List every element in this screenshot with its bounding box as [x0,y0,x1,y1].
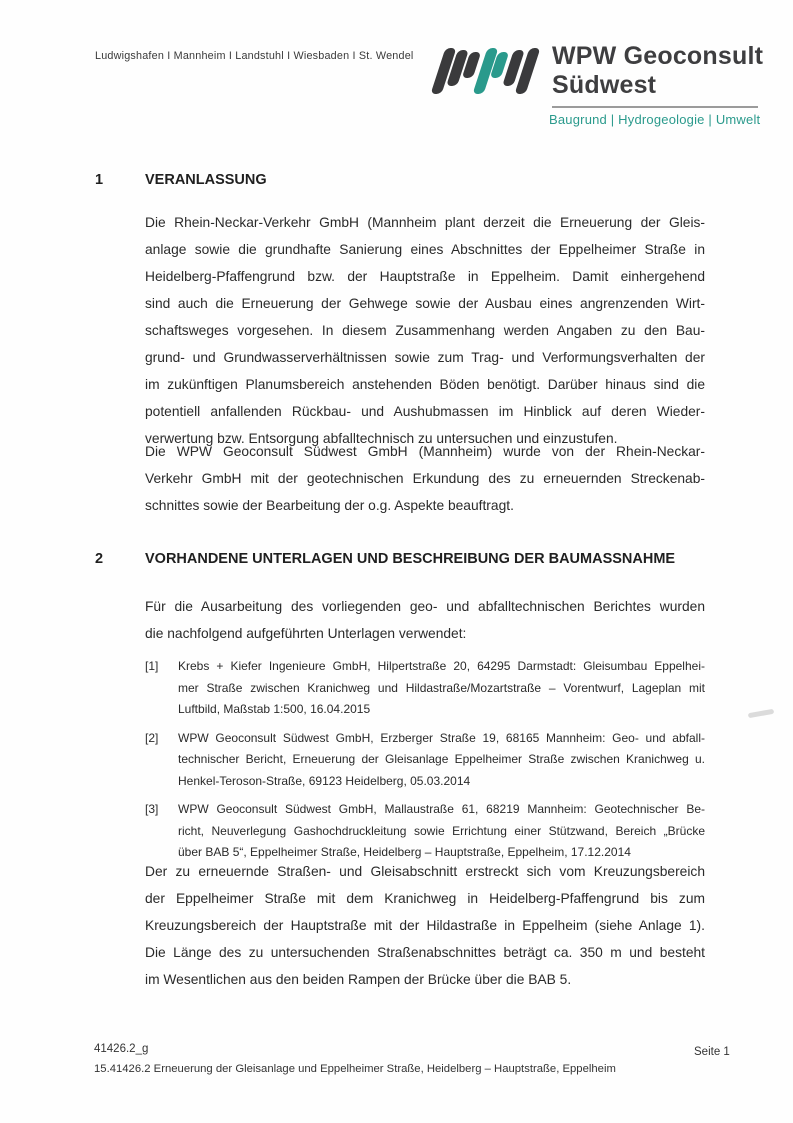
text-line: Der zu erneuernde Straßen- und Gleisabschnitt erstreckt sich vom Kreuzungsbereich [145,864,705,879]
footer-project-title-line: 15.41426.2 Erneuerung der Gleisanlage und Eppelheimer Straße, Heidelberg – Hauptstraße, Eppelheim [94,1063,616,1075]
reference-marker-1: [1] [145,659,159,673]
section-1-title: VERANLASSUNG [145,172,267,188]
text-line: technischer Bericht, Erneuerung der Gleisanlage Eppelheimer Straße zwischen Kranichweg u. [178,752,705,766]
logo-name-line1: WPW Geoconsult [552,42,764,70]
text-line: anlage sowie die grundhafte Sanierung eines Abschnittes der Eppelheimer Straße in [145,242,705,257]
logo-tagline: Baugrund | Hydrogeologie | Umwelt [549,112,761,127]
text-line: Kreuzungsbereich der Hauptstraße mit der Hildastraße in Eppelheim (siehe Anlage 1). [145,918,705,933]
wpw-logo-mark-icon [438,48,533,94]
reference-item-2 [145,728,705,793]
text-line: schnittes sowie der Bearbeitung der o.g. Aspekte beauftragt. [145,498,514,513]
logo-divider-rule [552,106,758,108]
text-line: verwertung bzw. Entsorgung abfalltechnisch zu untersuchen und einzustufen. [145,431,618,446]
text-line: die nachfolgend aufgeführten Unterlagen verwendet: [145,626,467,641]
text-line: Luftbild, Maßstab 1:500, 16.04.2015 [178,702,371,716]
text-line: schaftsweges vorgesehen. In diesem Zusammenhang werden Angaben zu den Bau- [145,323,705,338]
scan-smudge-artifact [748,709,774,718]
reference-item-3 [145,799,705,864]
text-line: Für die Ausarbeitung des vorliegenden geo- und abfalltechnischen Berichtes wurden [145,599,705,614]
section-1-paragraph-2 [145,438,705,519]
section-2-number: 2 [95,551,104,567]
section-2-title: VORHANDENE UNTERLAGEN UND BESCHREIBUNG DER BAUMASSNAHME [145,551,676,567]
logo-name-line2: Südwest [552,71,657,99]
company-locations-line: Ludwigshafen I Mannheim I Landstuhl I Wiesbaden I St. Wendel [95,50,414,62]
text-line: sind auch die Erneuerung der Gehwege sowie der Ausbau eines angrenzenden Wirt- [145,296,705,311]
text-line: Henkel-Teroson-Straße, 69123 Heidelberg, 05.03.2014 [178,773,471,788]
text-line: Die Rhein-Neckar-Verkehr GmbH (Mannheim plant derzeit die Erneuerung der Gleis- [145,215,705,230]
reference-list [145,656,705,871]
reference-item-1 [145,656,705,721]
text-line: Krebs + Kiefer Ingenieure GmbH, Hilpertstraße 20, 64295 Darmstadt: Gleisumbau Eppelhei- [178,659,705,673]
text-line: über BAB 5“, Eppelheimer Straße, Heidelberg – Hauptstraße, Eppelheim, 17.12.2014 [178,845,631,859]
logo-company-name [552,42,763,100]
text-line: WPW Geoconsult Südwest GmbH, Mallaustraße 61, 68219 Mannheim: Geotechnischer Be- [178,802,705,816]
text-line: Verkehr GmbH mit der geotechnischen Erkundung des zu erneuernden Streckenab- [145,471,705,486]
footer-page-number: Seite 1 [694,1046,730,1058]
footer-project-code: 41426.2_g [94,1043,149,1055]
text-line: grund- und Grundwasserverhältnissen sowie zum Trag- und Verformungsverhalten der [145,350,705,365]
reference-text-3 [178,799,705,864]
reference-marker-3: [3] [145,802,159,816]
text-line: mer Straße zwischen Kranichweg und Hildastraße/Mozartstraße – Vorentwurf, Lageplan mit [178,680,705,695]
section-1-number: 1 [95,172,104,188]
text-line: im Wesentlichen aus den beiden Rampen der Brücke über die BAB 5. [145,972,572,987]
section-2-closing-paragraph [145,858,705,993]
reference-text-2 [178,728,705,793]
text-line: WPW Geoconsult Südwest GmbH, Erzberger Straße 19, 68165 Mannheim: Geo- und abfall- [178,730,705,745]
text-line: richt, Neuverlegung Gashochdruckleitung sowie Errichtung einer Stützwand, Bereich „Brücke [178,823,705,838]
text-line: Heidelberg-Pfaffengrund bzw. der Hauptstraße in Eppelheim. Damit einhergehend [145,269,705,284]
section-1-paragraph-1 [145,209,705,452]
reference-text-1 [178,656,705,721]
text-line: Die Länge des zu untersuchenden Straßenabschnittes beträgt ca. 350 m und besteht [145,945,705,960]
text-line: im zukünftigen Planumsbereich anstehenden Böden benötigt. Darüber hinaus sind die [145,377,705,392]
section-2-intro-paragraph [145,593,705,647]
text-line: potentiell anfallenden Rückbau- und Aushubmassen im Hinblick auf deren Wieder- [145,404,705,419]
reference-marker-2: [2] [145,730,159,745]
text-line: Die WPW Geoconsult Südwest GmbH (Mannheim) wurde von der Rhein-Neckar- [145,444,705,459]
text-line: der Eppelheimer Straße mit dem Kranichweg in Heidelberg-Pfaffengrund bis zum [145,891,705,906]
